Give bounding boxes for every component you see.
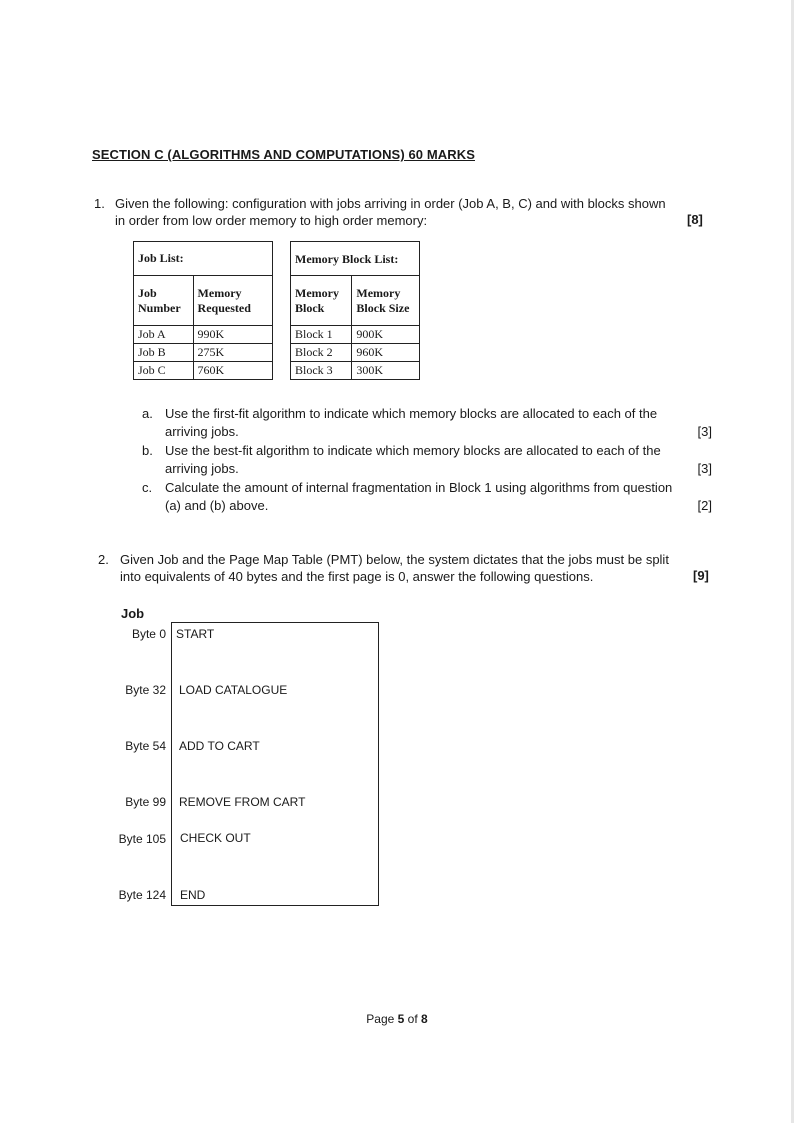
part-label: c. <box>142 480 153 495</box>
memory-cell: 760K <box>193 362 272 380</box>
byte-label: Byte 32 <box>125 683 166 697</box>
question-2-line-1: Given Job and the Page Map Table (PMT) below, the system dictates that the jobs must be split <box>120 552 669 567</box>
instruction-label: CHECK OUT <box>180 831 251 845</box>
block-cell: Block 1 <box>291 326 352 344</box>
instruction-label: ADD TO CART <box>179 739 260 753</box>
part-line-1: Use the first-fit algorithm to indicate which memory blocks are allocated to each of the <box>165 406 658 421</box>
memory-cell: 275K <box>193 344 272 362</box>
block-size-cell: 900K <box>352 326 420 344</box>
question-2-number: 2. <box>98 552 109 567</box>
memory-cell: 990K <box>193 326 272 344</box>
memory-block-size-header: Memory Block Size <box>352 276 420 326</box>
block-cell: Block 2 <box>291 344 352 362</box>
footer-middle: of <box>404 1012 422 1026</box>
page-footer <box>0 1012 794 1026</box>
byte-label: Byte 105 <box>118 832 166 846</box>
part-label: a. <box>142 406 153 421</box>
part-marks: [2] <box>697 498 712 513</box>
memory-requested-header: Memory Requested <box>193 276 272 326</box>
job-cell: Job A <box>134 326 194 344</box>
part-marks: [3] <box>697 461 712 476</box>
section-title: SECTION C (ALGORITHMS AND COMPUTATIONS) 60 MARKS <box>92 147 475 162</box>
part-line-2: arriving jobs. <box>165 424 239 439</box>
question-1-number: 1. <box>94 196 105 211</box>
job-title: Job <box>121 606 145 621</box>
job-list-title: Job List: <box>134 242 273 276</box>
question-1c <box>142 479 712 515</box>
block-size-cell: 300K <box>352 362 420 380</box>
byte-label: Byte 99 <box>125 795 166 809</box>
footer-total-pages: 8 <box>421 1012 428 1026</box>
instruction-label: END <box>180 888 206 902</box>
footer-current-page: 5 <box>397 1012 405 1026</box>
byte-label: Byte 0 <box>131 627 166 641</box>
block-size-cell: 960K <box>352 344 420 362</box>
footer-prefix: Page <box>366 1012 398 1026</box>
byte-label: Byte 54 <box>125 739 166 753</box>
question-1-line-1: Given the following: configuration with jobs arriving in order (Job A, B, C) and with blocks shown <box>115 196 666 211</box>
job-list-table <box>133 241 273 380</box>
job-diagram-box <box>171 622 379 906</box>
question-1-marks: [8] <box>687 212 703 227</box>
question-1-line-2: in order from low order memory to high order memory: <box>115 213 428 228</box>
memory-block-header: Memory Block <box>291 276 352 326</box>
memory-block-table <box>290 241 420 380</box>
part-line-1: Calculate the amount of internal fragmentation in Block 1 using algorithms from question <box>165 480 673 495</box>
block-cell: Block 3 <box>291 362 352 380</box>
question-2-marks: [9] <box>693 568 709 583</box>
job-cell: Job C <box>134 362 194 380</box>
instruction-label: LOAD CATALOGUE <box>179 683 288 697</box>
question-1b <box>142 442 712 478</box>
job-number-header: Job Number <box>134 276 194 326</box>
part-line-2: (a) and (b) above. <box>165 498 269 513</box>
question-1a <box>142 405 712 441</box>
part-label: b. <box>142 443 153 458</box>
instruction-label: REMOVE FROM CART <box>179 795 306 809</box>
memory-block-list-title: Memory Block List: <box>291 242 420 276</box>
byte-label: Byte 124 <box>118 888 166 902</box>
instruction-label: START <box>176 627 215 641</box>
part-line-2: arriving jobs. <box>165 461 239 476</box>
job-cell: Job B <box>134 344 194 362</box>
question-2-line-2: into equivalents of 40 bytes and the first page is 0, answer the following questions. <box>120 569 594 584</box>
part-line-1: Use the best-fit algorithm to indicate which memory blocks are allocated to each of the <box>165 443 661 458</box>
part-marks: [3] <box>697 424 712 439</box>
